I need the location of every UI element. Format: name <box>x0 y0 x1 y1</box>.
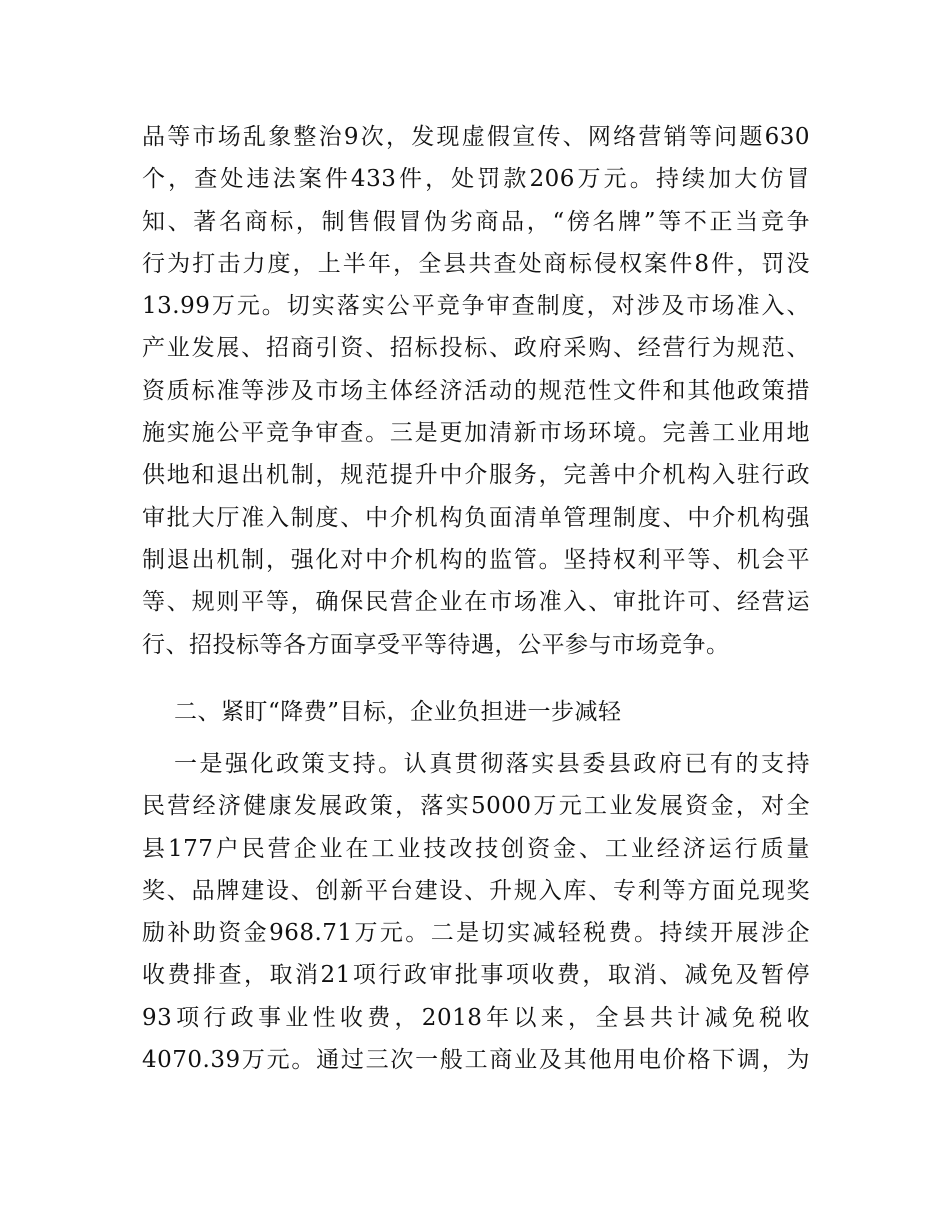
text-line: 品等市场乱象整治9次，发现虚假宣传、网络营销等问题630 <box>142 124 810 150</box>
text-line: 奖、品牌建设、创新平台建设、升规入库、专利等方面兑现奖 <box>142 877 810 904</box>
paragraph-fee-reduction <box>142 743 810 1081</box>
text-line: 审批大厅准入制度、中介机构负面清单管理制度、中介机构强 <box>142 504 810 531</box>
text-line: 行为打击力度，上半年，全县共查处商标侵权案件8件，罚没 <box>142 250 810 277</box>
text-line: 供地和退出机制，规范提升中介服务，完善中介机构入驻行政 <box>142 462 810 489</box>
paragraph-market-order <box>142 116 810 666</box>
text-line: 行、招投标等各方面享受平等待遇，公平参与市场竞争。 <box>142 631 730 658</box>
text-line: 一是强化政策支持。认真贯彻落实县委县政府已有的支持 <box>174 751 810 777</box>
text-line: 等、规则平等，确保民营企业在市场准入、审批许可、经营运 <box>142 589 810 616</box>
text-line: 93项行政事业性收费，2018年以来，全县共计减免税收 <box>142 1004 810 1031</box>
text-line: 收费排查，取消21项行政审批事项收费，取消、减免及暂停 <box>142 962 810 989</box>
text-line: 励补助资金968.71万元。二是切实减轻税费。持续开展涉企 <box>142 920 810 947</box>
text-line: 4070.39万元。通过三次一般工商业及其他用电价格下调，为 <box>142 1047 810 1074</box>
text-line: 13.99万元。切实落实公平竞争审查制度，对涉及市场准入、 <box>142 293 810 320</box>
text-line: 个，查处违法案件433件，处罚款206万元。持续加大仿冒 <box>142 166 810 193</box>
text-line: 民营经济健康发展政策，落实5000万元工业发展资金，对全 <box>142 793 810 820</box>
text-line: 资质标准等涉及市场主体经济活动的规范性文件和其他政策措 <box>142 377 810 404</box>
text-line: 县177户民营企业在工业技改技创资金、工业经济运行质量 <box>142 835 810 862</box>
text-line: 制退出机制，强化对中介机构的监管。坚持权利平等、机会平 <box>142 546 810 573</box>
text-line: 知、著名商标，制售假冒伪劣商品，“傍名牌”等不正当竞争 <box>142 208 810 235</box>
section-heading: 二、紧盯“降费”目标，企业负担进一步减轻 <box>174 699 622 725</box>
text-line: 施实施公平竞争审查。三是更加清新市场环境。完善工业用地 <box>142 420 810 447</box>
text-line: 产业发展、招商引资、招标投标、政府采购、经营行为规范、 <box>142 335 810 362</box>
